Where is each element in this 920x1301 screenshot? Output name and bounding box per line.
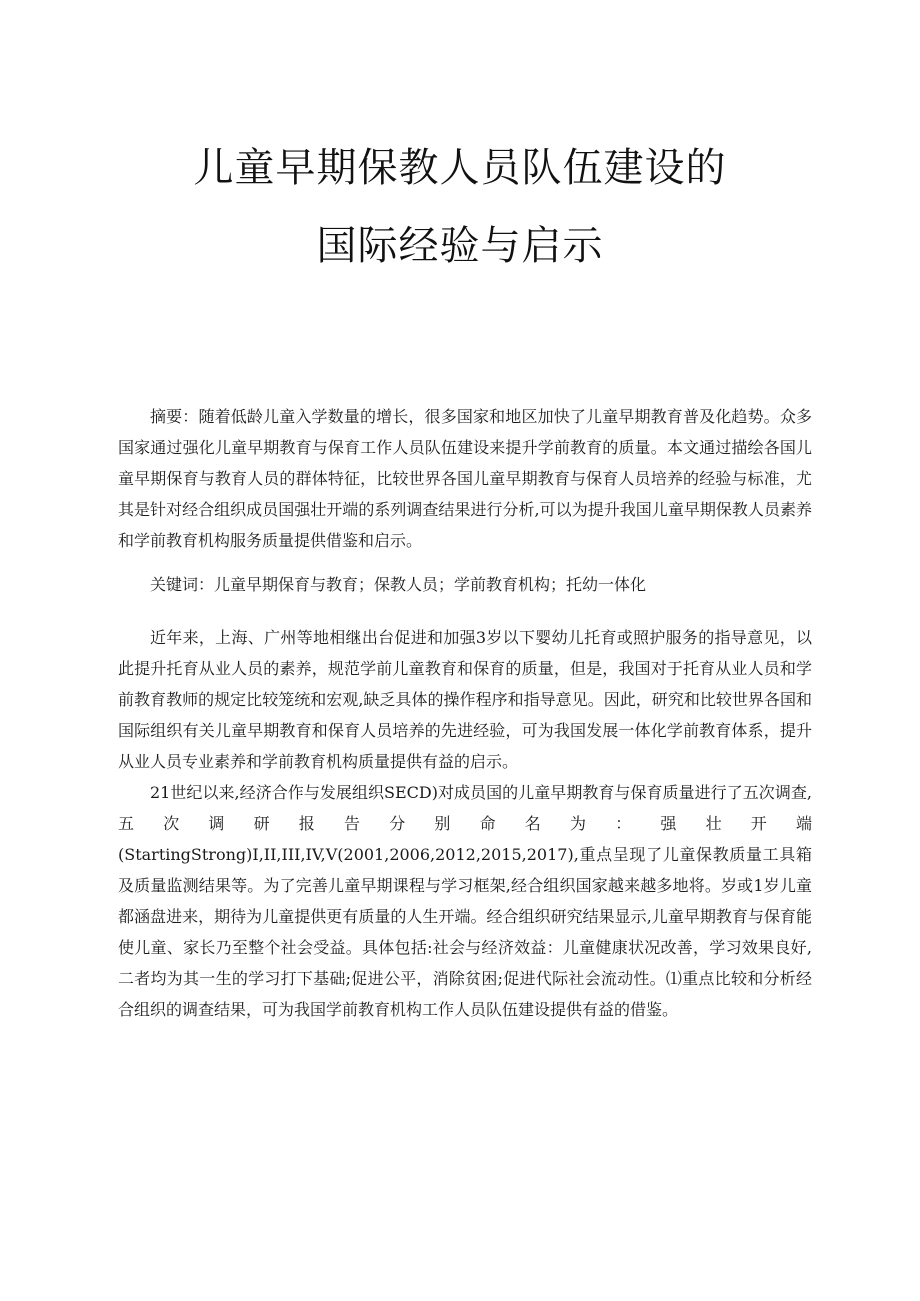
body-paragraph-1: 近年来，上海、广州等地相继出台促进和加强3岁以下婴幼儿托育或照护服务的指导意见，以此提升托育从业人员的素养，规范学前儿童教育和保育的质量，但是，我国对于托育从业人员和学前教育教师的规定比较笼统和宏观,缺乏具体的操作程序和指导意见。因此，研究和比较世界各国和国际组织有关儿童早期教育和保育人员培养的先进经验，可为我国发展一体化学前教育体系，提升从业人员专业素养和学前教育机构质量提供有益的启示。 bbox=[118, 628, 812, 771]
document-title-line-2: 国际经验与启示 bbox=[316, 223, 604, 269]
body-paragraph-2: 21世纪以来,经济合作与发展组织SECD)对成员国的儿童早期教育与保育质量进行了五次调查,五次调研报告分别命名为：强壮开端(StartingStrong)I,II,III,IV,V(2001,2006,2012,2015,2017),重点呈现了儿童保教质量工具箱及质量监测结果等。为了完善儿童早期课程与学习框架,经合组织国家越来越多地将。岁或1岁儿童都涵盘进来，期待为儿童提供更有质量的人生开端。经合组织研究结果显示,儿童早期教育与保育能使儿童、家长乃至整个社会受益。具体包括:社会与经济效益：儿童健康状况改善，学习效果良好,二者均为其一生的学习打下基础;促进公平，消除贫困;促进代际社会流动性。⑴重点比较和分析经合组织的调查结果，可为我国学前教育机构工作人员队伍建设提供有益的借鉴。 bbox=[118, 783, 812, 1019]
abstract-section bbox=[118, 401, 812, 556]
document-title-line-1: 儿童早期保教人员队伍建设的 bbox=[193, 145, 727, 191]
body-section bbox=[118, 622, 812, 1025]
keywords-paragraph: 关键词：儿童早期保育与教育；保教人员；学前教育机构；托幼一体化 bbox=[150, 575, 647, 594]
abstract-paragraph: 摘要：随着低龄儿童入学数量的增长，很多国家和地区加快了儿童早期教育普及化趋势。众多国家通过强化儿童早期教育与保育工作人员队伍建设来提升学前教育的质量。本文通过描绘各国儿童早期保育与教育人员的群体特征，比较世界各国儿童早期教育与保育人员培养的经验与标准，尤其是针对经合组织成员国强壮开端的系列调查结果进行分析,可以为提升我国儿童早期保教人员素养和学前教育机构服务质量提供借鉴和启示。 bbox=[118, 407, 812, 550]
keywords-section bbox=[118, 569, 812, 600]
